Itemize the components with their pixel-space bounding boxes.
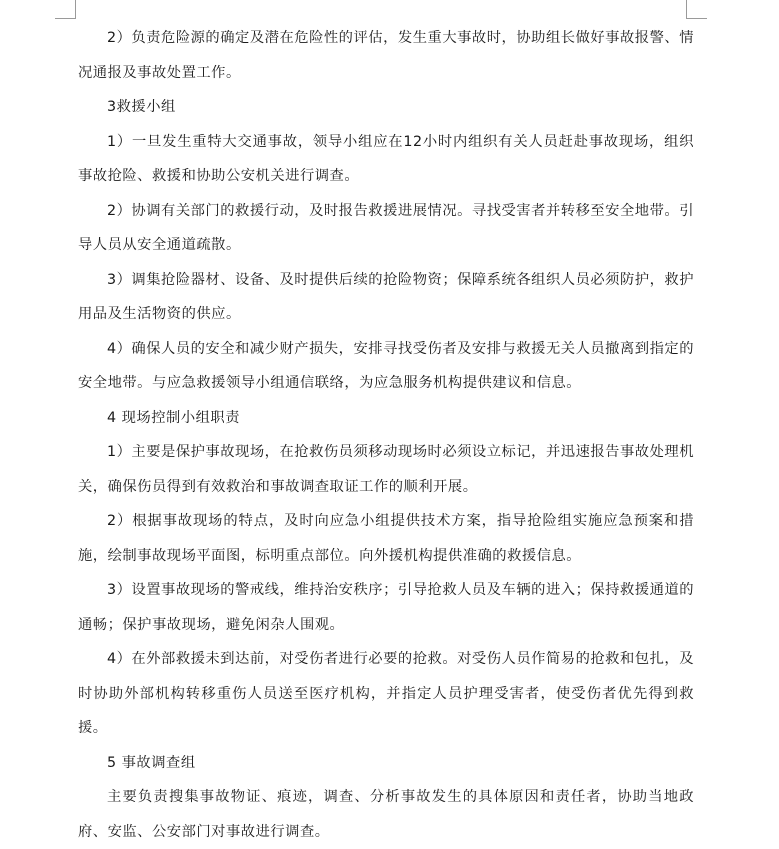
heading-investigation-group: 5 事故调查组: [107, 754, 196, 771]
heading-site-control-group: 4 现场控制小组职责: [107, 409, 241, 426]
paragraph-investigation: 主要负责搜集事故物证、痕迹，调查、分析事故发生的具体原因和责任者，协助当地政府、安监、公安部门对事故进行调查。: [78, 789, 694, 840]
paragraph-rescue-2: 2）协调有关部门的救援行动，及时报告救援进展情况。寻找受害者并转移至安全地带。引导人员从安全通道疏散。: [78, 202, 694, 253]
page-corner-mark-top-right: [686, 0, 707, 19]
page-corner-mark-top-left: [55, 0, 76, 19]
heading-rescue-group: 3救援小组: [107, 99, 176, 115]
paragraph-site-control-2: 2）根据事故现场的特点，及时向应急小组提供技术方案，指导抢险组实施应急预案和措施，绘制事故现场平面图，标明重点部位。向外援机构提供准确的救援信息。: [78, 513, 694, 564]
paragraph-site-control-4: 4）在外部救援未到达前，对受伤者进行必要的抢救。对受伤人员作简易的抢救和包扎，及时协助外部机构转移重伤人员送至医疗机构，并指定人员护理受害者，使受伤者优先得到救援。: [78, 651, 694, 736]
document-body[interactable]: [78, 21, 694, 849]
paragraph-duty-2: 2）负责危险源的确定及潜在危险性的评估，发生重大事故时，协助组长做好事故报警、情况通报及事故处置工作。: [78, 30, 694, 81]
paragraph-site-control-3: 3）设置事故现场的警戒线，维持治安秩序；引导抢救人员及车辆的进入；保持救援通道的通畅；保护事故现场，避免闲杂人围观。: [78, 582, 694, 633]
paragraph-site-control-1: 1）主要是保护事故现场，在抢救伤员须移动现场时必须设立标记，并迅速报告事故处理机关，确保伤员得到有效救治和事故调查取证工作的顺利开展。: [78, 444, 694, 495]
paragraph-rescue-4: 4）确保人员的安全和减少财产损失，安排寻找受伤者及安排与救援无关人员撤离到指定的安全地带。与应急救援领导小组通信联络，为应急服务机构提供建议和信息。: [78, 340, 694, 391]
paragraph-rescue-1: 1）一旦发生重特大交通事故，领导小组应在12小时内组织有关人员赶赴事故现场，组织事故抢险、救援和协助公安机关进行调查。: [78, 133, 694, 184]
paragraph-rescue-3: 3）调集抢险器材、设备、及时提供后续的抢险物资；保障系统各组织人员必须防护，救护用品及生活物资的供应。: [78, 271, 694, 322]
